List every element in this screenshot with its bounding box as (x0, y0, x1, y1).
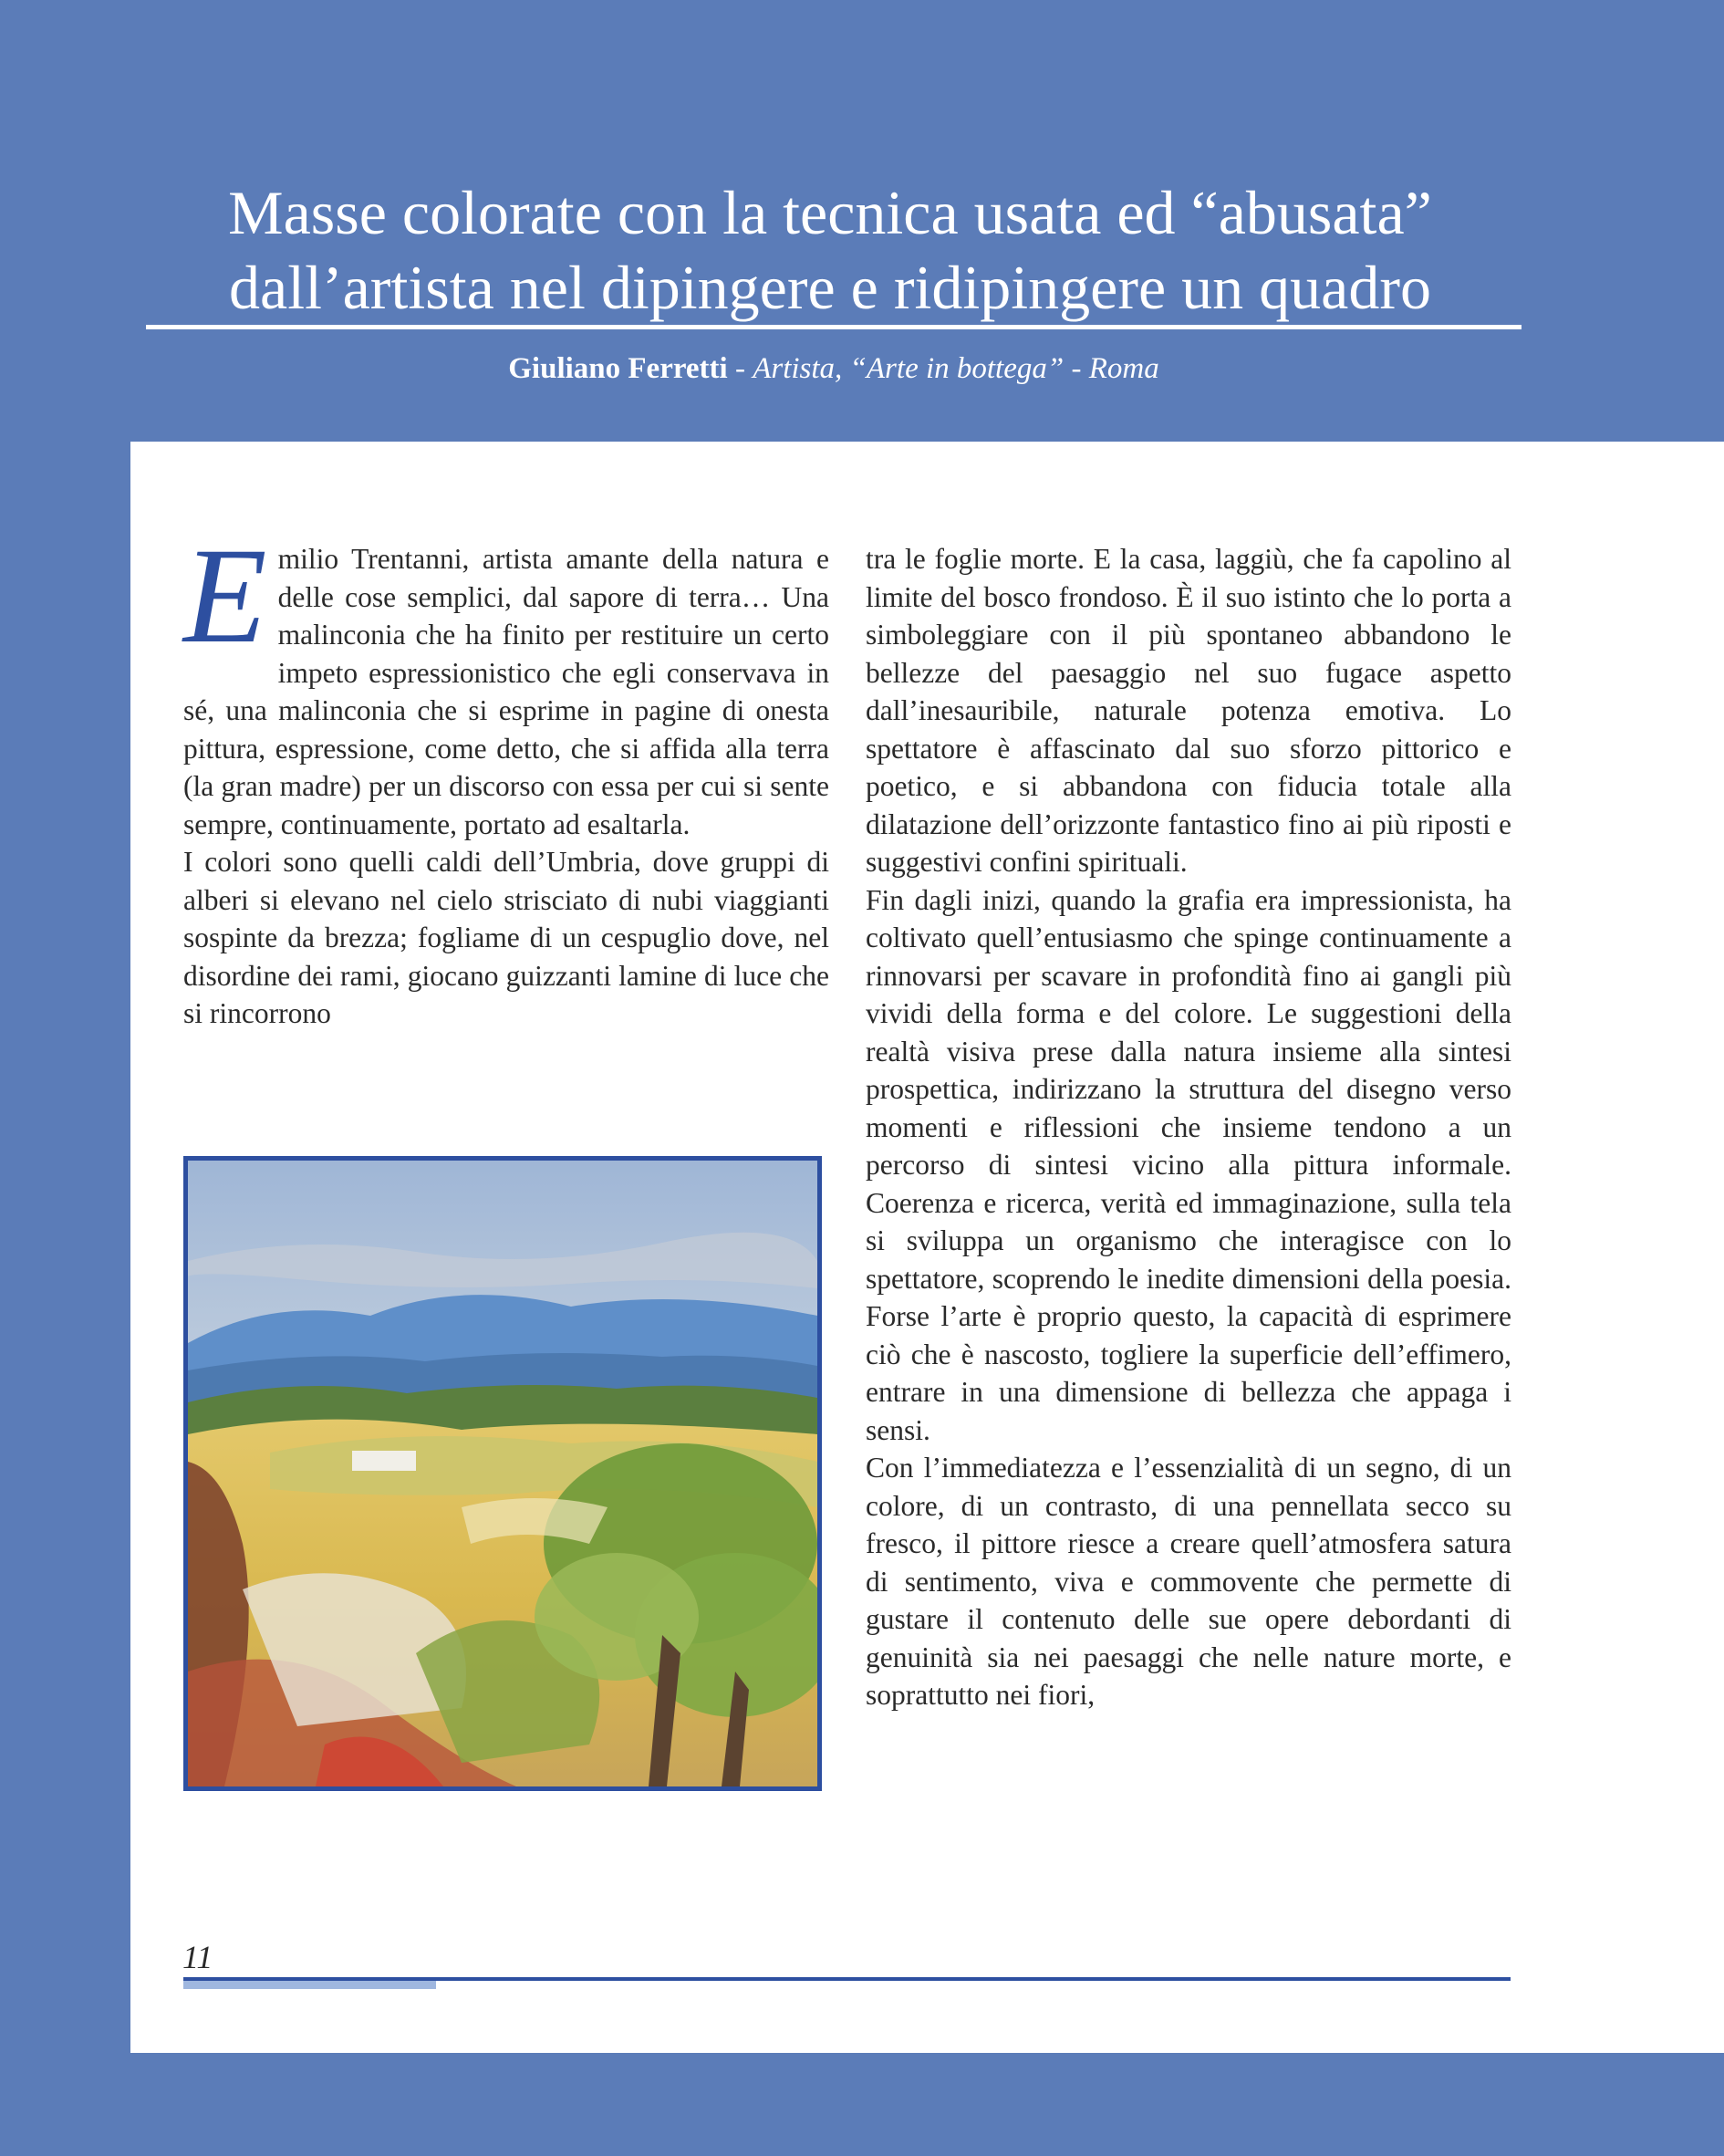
landscape-painting-icon (188, 1161, 817, 1786)
paragraph (183, 520, 829, 843)
byline-separator: - (1064, 352, 1089, 385)
author-city: Roma (1088, 352, 1159, 385)
page-header (0, 0, 1724, 442)
paragraph: I colori sono quelli caldi dell’Umbria, dove gruppi di alberi si elevano nel cielo strisciato di nubi viaggianti sospinte da brezza; fogliame di un cespuglio dove, nel disordine dei rami, giocano guizzanti lamine di luce che si rincorrono (183, 846, 829, 1029)
author-role: Artista, “Arte in bottega” (753, 352, 1065, 385)
left-column (183, 520, 829, 1033)
paragraph: Fin dagli inizi, quando la grafia era impressionista, ha coltivato quell’entusiasmo che spinge continuamente a rinnovarsi per scavare in profondità fino ai gangli più vividi della forma e del colore. Le suggestioni della realtà visiva prese dalla natura insieme alla sintesi prospettica, indirizzano la struttura del disegno verso momenti e riflessioni che insieme tendono a un percorso di sintesi vicino alla pittura informale. Coerenza e ricerca, verità ed immaginazione, sulla tela si sviluppa un organismo che interagisce con lo spettatore, scoprendo le inedite dimensioni della poesia. Forse l’arte è proprio questo, la capacità di esprimere ciò che è nascosto, togliere la superficie dell’effimero, entrare in una dimensione di bellezza che appaga i sensi. (866, 883, 1511, 1446)
content-area (130, 442, 1724, 2053)
paragraph-text: milio Trentanni, artista amante della natura e delle cose semplici, dal sapore di terra… Una malinconia che ha finito per restituire un certo impeto espressionistico che egli conservava in sé, una malinconia che si esprime in pagine di onesta pittura, espressione, come detto, che si affida alla terra (la gran madre) per un discorso con essa per cui si sente sempre, continuamente, portato ad esaltarla. (183, 543, 829, 840)
right-column (866, 540, 1511, 1714)
title-line-1: Masse colorate con la tecnica usata ed “abusata” (228, 178, 1432, 247)
title-underline (146, 325, 1521, 329)
author-name: Giuliano Ferretti (508, 352, 728, 385)
paragraph: tra le foglie morte. E la casa, laggiù, che fa capolino al limite del bosco frondoso. È il suo istinto che lo porta a simboleggiare con il più spontaneo abbandono le bellezze del paesaggio nel suo fugace aspetto dall’inesauribile, naturale potenza emotiva. Lo spettatore è affascinato dal suo sforzo pittorico e poetico, e si abbandona con fiducia totale alla dilatazione dell’orizzonte fantastico fino ai più riposti e suggestivi confini spirituali. (866, 543, 1511, 878)
drop-cap: E (183, 520, 267, 672)
byline (146, 352, 1521, 386)
title-line-2: dall’artista nel dipingere e ridipingere un quadro (229, 253, 1431, 322)
paragraph: Con l’immediatezza e l’essenzialità di un segno, di un colore, di un contrasto, di una pennellata secco su fresco, il pittore riesce a creare quell’atmosfera satura di sentimento, viva e commovente che permette di gustare il contenuto delle sue opere debordanti di genuinità sia nei paesaggi che nelle nature morte, e soprattutto nei fiori, (866, 1452, 1511, 1711)
landscape-painting (183, 1156, 822, 1791)
byline-separator: - (727, 352, 753, 385)
article-title (146, 175, 1514, 325)
footer-accent-bar (183, 1981, 436, 1989)
page-number: 11 (182, 1939, 213, 1975)
